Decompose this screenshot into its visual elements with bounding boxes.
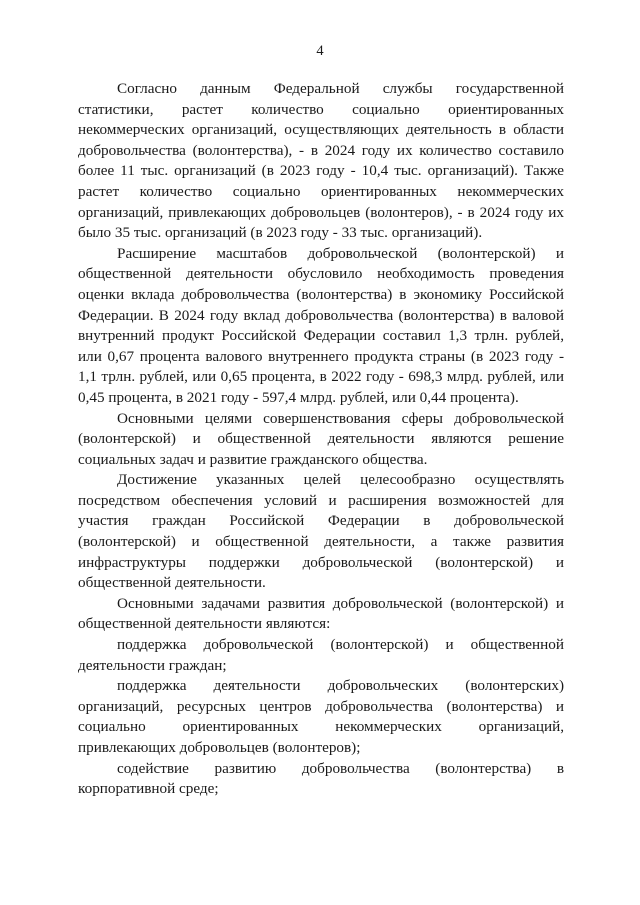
paragraph-5: Основными задачами развития добровольческой (волонтерской) и общественной деятельности являются: [78, 594, 564, 633]
list-item-3: содействие развитию добровольчества (волонтерства) в корпоративной среде; [78, 759, 564, 798]
list-item-2: поддержка деятельности добровольческих (волонтерских) организаций, ресурсных центров добровольчества (волонтерства) и социально ориентированных некоммерческих организаций, привлекающих добровольцев (волонтеров); [78, 677, 564, 756]
paragraph-2: Расширение масштабов добровольческой (волонтерской) и общественной деятельности обусловило необходимость проведения оценки вклада добровольчества (волонтерства) в экономику Российской Федерации. В 2024 году вклад добровольчества (волонтерства) в валовой внутренний продукт Российской Федерации составил 1,3 трлн. рублей, или 0,67 процента валового внутреннего продукта страны (в 2023 году - 1,1 трлн. рублей, или 0,65 процента, в 2022 году - 698,3 млрд. рублей, или 0,45 процента, в 2021 году - 597,4 млрд. рублей, или 0,44 процента). [78, 244, 564, 406]
document-body [78, 79, 564, 800]
paragraph-1: Согласно данным Федеральной службы государственной статистики, растет количество социально ориентированных некоммерческих организаций, осуществляющих деятельность в области добровольчества (волонтерства), - в 2024 году их количество составило более 11 тыс. организаций (в 2023 году - 10,4 тыс. организаций). Также растет количество социально ориентированных некоммерческих организаций, привлекающих добровольцев (волонтеров), - в 2024 году их было 35 тыс. организаций (в 2023 году - 33 тыс. организаций). [78, 80, 564, 242]
paragraph-4: Достижение указанных целей целесообразно осуществлять посредством обеспечения условий и расширения возможностей для участия граждан Российской Федерации в добровольческой (волонтерской) и общественной деятельности, а также развития инфраструктуры поддержки добровольческой (волонтерской) и общественной деятельности. [78, 471, 564, 592]
list-item-1: поддержка добровольческой (волонтерской) и общественной деятельности граждан; [78, 636, 564, 674]
page-number: 4 [316, 43, 324, 59]
paragraph-3: Основными целями совершенствования сферы добровольческой (волонтерской) и общественной деятельности являются решение социальных задач и развитие гражданского общества. [78, 409, 564, 468]
